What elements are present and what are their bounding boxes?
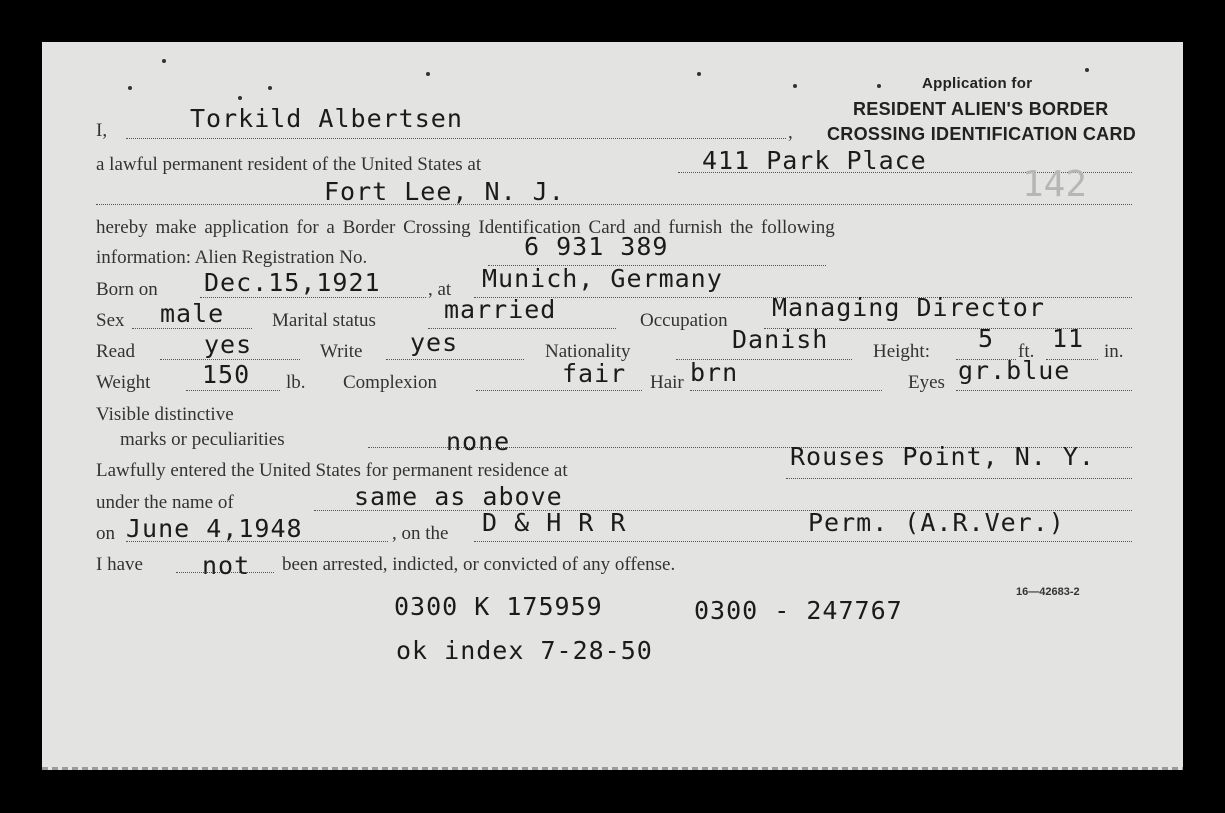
label-ft: ft.	[1018, 341, 1035, 362]
rule-carrier	[474, 541, 1132, 542]
rule-write	[386, 359, 524, 360]
label-nationality: Nationality	[545, 341, 631, 362]
typed-eyes: gr.blue	[958, 356, 1071, 385]
header-line-2: RESIDENT ALIEN'S BORDER	[853, 99, 1109, 119]
typed-city: Fort Lee, N. J.	[324, 177, 565, 206]
speck	[238, 96, 242, 100]
label-eyes: Eyes	[908, 372, 945, 393]
rule-sex	[132, 328, 252, 329]
speck	[793, 84, 797, 88]
rule-city	[96, 204, 1132, 205]
label-occupation: Occupation	[640, 310, 728, 331]
typed-address: 411 Park Place	[702, 146, 927, 175]
typed-complexion: fair	[562, 359, 627, 388]
label-at: , at	[428, 279, 452, 300]
label-height: Height:	[873, 341, 930, 362]
label-i: I,	[96, 120, 108, 141]
typed-occupation: Managing Director	[772, 293, 1045, 322]
label-in: in.	[1104, 341, 1124, 362]
label-marks: marks or peculiarities	[120, 429, 285, 450]
rule-complexion	[476, 390, 642, 391]
typed-birth-date: Dec.15,1921	[204, 268, 381, 297]
label-hair: Hair	[650, 372, 684, 393]
typed-name: Torkild Albertsen	[190, 104, 463, 133]
typed-status: Perm. (A.R.Ver.)	[808, 508, 1065, 537]
label-hereby: hereby make application for a Border Crossing Identification Card and furnish the following	[96, 217, 835, 238]
header-line-1: Application for	[922, 75, 1033, 92]
label-write: Write	[320, 341, 363, 362]
typed-marital-status: married	[444, 295, 557, 324]
label-weight: Weight	[96, 372, 151, 393]
typed-entry-date: June 4,1948	[126, 514, 303, 543]
faded-stamp: 142	[1022, 164, 1088, 205]
typed-marks: none	[446, 427, 511, 456]
typed-file-number-2: 0300 - 247767	[694, 596, 903, 625]
rule-birth-date	[200, 297, 426, 298]
form-number: 16—42683-2	[1016, 586, 1080, 598]
typed-nationality: Danish	[732, 325, 829, 354]
border-crossing-application-card	[42, 42, 1183, 770]
label-visible: Visible distinctive	[96, 404, 234, 425]
typed-read: yes	[204, 330, 253, 359]
typed-height-in: 11	[1052, 324, 1085, 353]
typed-entry-place: Rouses Point, N. Y.	[790, 442, 1095, 471]
typed-alien-reg-no: 6 931 389	[524, 232, 669, 261]
rule-weight	[186, 390, 280, 391]
speck	[1085, 68, 1089, 72]
typed-not: not	[202, 551, 251, 580]
typed-weight: 150	[202, 360, 251, 389]
speck	[877, 84, 881, 88]
rule-eyes	[956, 390, 1132, 391]
speck	[268, 86, 272, 90]
label-lb: lb.	[286, 372, 306, 393]
label-comma: ,	[788, 122, 793, 143]
rule-hair	[690, 390, 882, 391]
typed-index-note: ok index 7-28-50	[396, 636, 653, 665]
label-information: information: Alien Registration No.	[96, 247, 368, 268]
speck	[697, 72, 701, 76]
label-complexion: Complexion	[343, 372, 437, 393]
typed-entry-name: same as above	[354, 482, 563, 511]
label-sex: Sex	[96, 310, 125, 331]
label-on-the: , on the	[392, 523, 449, 544]
typed-file-number-1: 0300 K 175959	[394, 592, 603, 621]
speck	[162, 59, 166, 63]
header-line-3: CROSSING IDENTIFICATION CARD	[827, 124, 1137, 144]
typed-write: yes	[410, 328, 459, 357]
rule-entry-place	[786, 478, 1132, 479]
label-under: under the name of	[96, 492, 234, 513]
typed-birth-place: Munich, Germany	[482, 264, 723, 293]
speck	[128, 86, 132, 90]
label-arrested: been arrested, indicted, or convicted of any offense.	[282, 554, 676, 575]
typed-carrier: D & H R R	[482, 508, 627, 537]
typed-hair: brn	[690, 358, 739, 387]
rule-name	[126, 138, 786, 139]
label-on: on	[96, 523, 115, 544]
typed-height-ft: 5	[978, 324, 995, 353]
label-resident: a lawful permanent resident of the United States at	[96, 154, 482, 175]
label-i-have: I have	[96, 554, 143, 575]
label-lawfully: Lawfully entered the United States for permanent residence at	[96, 460, 568, 481]
typed-sex: male	[160, 299, 225, 328]
label-marital: Marital status	[272, 310, 376, 331]
label-born-on: Born on	[96, 279, 158, 300]
label-read: Read	[96, 341, 136, 362]
speck	[426, 72, 430, 76]
